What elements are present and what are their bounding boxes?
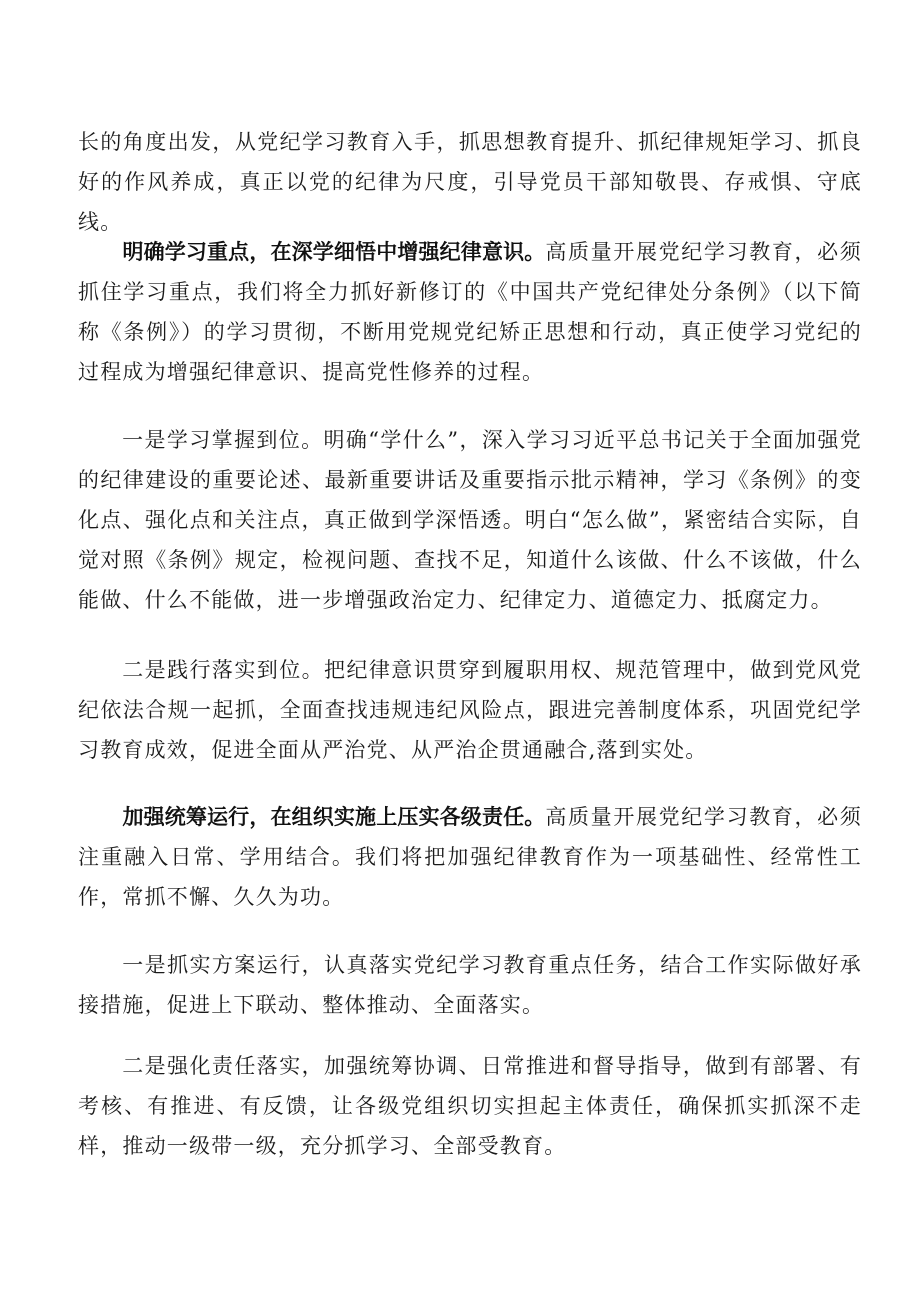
paragraph-responsibility — [78, 1046, 862, 1166]
paragraph-section-learning-focus — [78, 232, 862, 392]
paragraph-text: 高质量开展党纪学习教育，必须注重融入日常、学用结合。我们将把加强纪律教育作为一项基础性、经常性工作，常抓不懈、久久为功。 — [78, 805, 862, 909]
paragraph-plan-execution — [78, 945, 862, 1025]
section-heading: 加强统筹运行，在组织实施上压实各级责任。 — [122, 805, 546, 829]
paragraph-text: 二是践行落实到位。把纪律意识贯穿到履职用权、规范管理中，做到党风党纪依法合规一起抓，全面查找违规违纪风险点，跟进完善制度体系，巩固党纪学习教育成效，促进全面从严治党、从严治企贯通融合,落到实处。 — [78, 658, 862, 762]
paragraph-text: 二是强化责任落实，加强统筹协调、日常推进和督导指导，做到有部署、有考核、有推进、有反馈，让各级党组织切实担起主体责任，确保抓实抓深不走样，推动一级带一级，充分抓学习、全部受教育。 — [78, 1054, 862, 1158]
paragraph-section-coordination — [78, 797, 862, 917]
paragraph-text: 一是学习掌握到位。明确“学什么”，深入学习习近平总书记关于全面加强党的纪律建设的重要论述、最新重要讲话及重要指示批示精神，学习《条例》的变化点、强化点和关注点，真正做到学深悟透。明白“怎么做”，紧密结合实际，自觉对照《条例》规定，检视问题、查找不足，知道什么该做、什么不该做，什么能做、什么不能做，进一步增强政治定力、纪律定力、道德定力、抵腐定力。 — [78, 428, 862, 612]
paragraph-continuation — [78, 122, 862, 242]
paragraph-text: 长的角度出发，从党纪学习教育入手，抓思想教育提升、抓纪律规矩学习、抓良好的作风养成，真正以党的纪律为尺度，引导党员干部知敬畏、存戒惧、守底线。 — [78, 130, 862, 234]
paragraph-study-in-place — [78, 420, 862, 620]
paragraph-text: 一是抓实方案运行，认真落实党纪学习教育重点任务，结合工作实际做好承接措施，促进上下联动、整体推动、全面落实。 — [78, 953, 862, 1017]
section-heading: 明确学习重点，在深学细悟中增强纪律意识。 — [122, 240, 546, 264]
paragraph-text: 高质量开展党纪学习教育，必须抓住学习重点，我们将全力抓好新修订的《中国共产党纪律处分条例》（以下简称《条例》）的学习贯彻，不断用党规党纪矫正思想和行动，真正使学习党纪的过程成为增强纪律意识、提高党性修养的过程。 — [78, 240, 862, 384]
paragraph-practice-in-place — [78, 650, 862, 770]
